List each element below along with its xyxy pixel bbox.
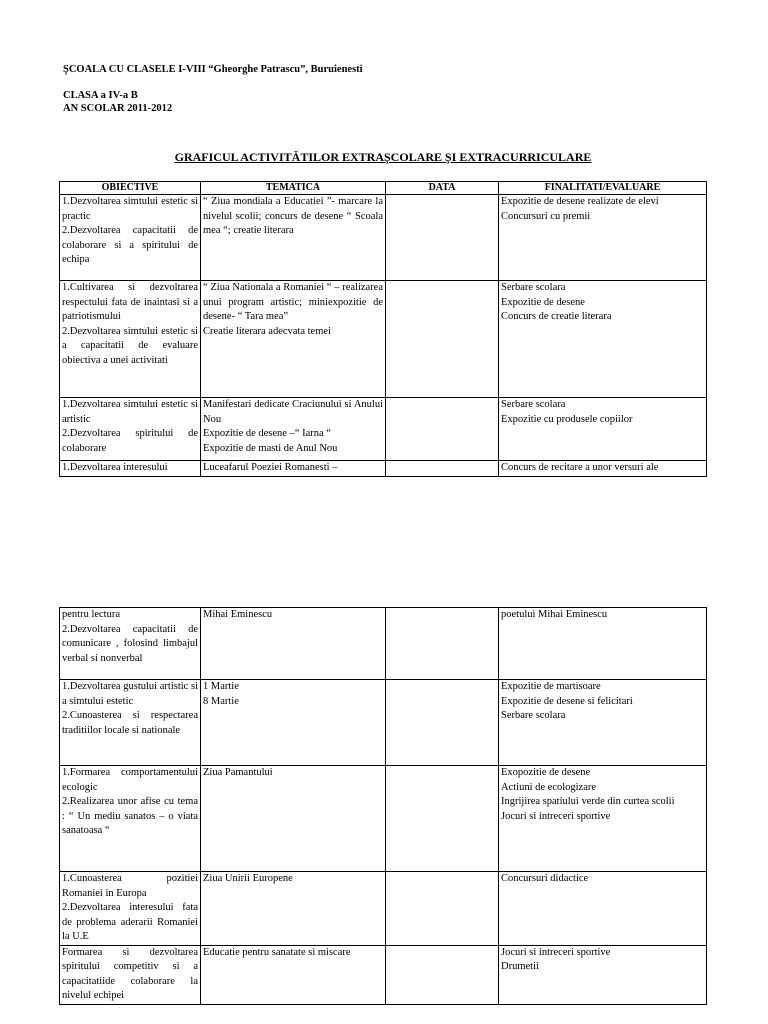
column-header-data: DATA bbox=[386, 182, 499, 195]
cell-line: 2.Dezvoltarea capacitatii de comunicare , folosind limbajul verbal si nonverbal bbox=[62, 623, 198, 664]
cell-line: 8 Martie bbox=[203, 695, 239, 707]
cell-tematica bbox=[201, 945, 386, 1004]
column-header-finalitati: FINALITATI/EVALUARE bbox=[499, 182, 707, 195]
cell-data bbox=[386, 195, 499, 281]
cell-tematica bbox=[201, 398, 386, 461]
cell-obiective bbox=[60, 398, 201, 461]
cell-data bbox=[386, 461, 499, 477]
table-row bbox=[60, 872, 707, 946]
cell-line: Creatie literara adecvata temei bbox=[203, 325, 331, 337]
document-header bbox=[63, 63, 703, 115]
cell-tematica bbox=[201, 608, 386, 680]
cell-line: poetului Mihai Eminescu bbox=[501, 609, 608, 620]
cell-obiective bbox=[60, 945, 201, 1004]
cell-finalitati bbox=[499, 680, 707, 766]
cell-obiective bbox=[60, 195, 201, 281]
cell-data bbox=[386, 398, 499, 461]
cell-finalitati bbox=[499, 608, 707, 680]
cell-line: Expozitie de martisoare bbox=[501, 681, 601, 692]
cell-line: Exopozitie de desene bbox=[501, 767, 591, 778]
cell-line: 2.Realizarea unor afise cu tema : “ Un mediu sanatos – o viata sanatoasa “ bbox=[62, 796, 198, 836]
table-body bbox=[60, 195, 707, 477]
cell-data bbox=[386, 945, 499, 1004]
cell-line: 1.Dezvoltarea gustului artistic si a simtului estetic bbox=[62, 681, 198, 707]
cell-line: 2.Dezvoltarea spiritului de colaborare bbox=[62, 428, 198, 454]
cell-data bbox=[386, 766, 499, 872]
cell-line: Ingrijirea spatiului verde din curtea scolii bbox=[501, 796, 675, 807]
cell-finalitati bbox=[499, 872, 707, 946]
cell-finalitati bbox=[499, 398, 707, 461]
cell-line: Drumetii bbox=[501, 961, 539, 972]
cell-line: Concursuri cu premii bbox=[501, 210, 591, 222]
class-name: CLASA a IV-a B bbox=[63, 90, 138, 101]
cell-line: 2.Dezvoltarea capacitatii de colaborare si a spiritului de echipa bbox=[62, 225, 198, 265]
cell-line: 1.Cultivarea si dezvoltarea respectului fata de inaintasi si a patriotismului bbox=[62, 282, 198, 322]
cell-line: Expozitie de desene –“ Iarna “ bbox=[203, 428, 331, 439]
cell-line: Serbare scolara bbox=[501, 282, 566, 293]
cell-line: pentru lectura bbox=[62, 609, 121, 620]
cell-finalitati bbox=[499, 195, 707, 281]
cell-line: Jocuri si intreceri sportive bbox=[501, 810, 611, 822]
cell-line: 2.Dezvoltarea simtului estetic si a capacitatii de evaluare obiectiva a unei activitati bbox=[62, 325, 198, 366]
cell-line: Actiuni de ecologizare bbox=[501, 781, 597, 793]
cell-line: 1.Dezvoltarea interesului bbox=[62, 462, 168, 473]
cell-obiective bbox=[60, 766, 201, 872]
cell-data bbox=[386, 680, 499, 766]
cell-tematica bbox=[201, 872, 386, 946]
cell-obiective bbox=[60, 680, 201, 766]
cell-line: Educatie pentru sanatate si miscare bbox=[203, 946, 351, 958]
cell-line: “ Ziua Nationala a Romaniei “ – realizarea unui program artistic; miniexpozitie de desene- “ Tara mea” bbox=[203, 282, 383, 322]
school-year: AN SCOLAR 2011-2012 bbox=[63, 103, 173, 114]
table-row bbox=[60, 398, 707, 461]
cell-tematica bbox=[201, 195, 386, 281]
cell-obiective bbox=[60, 608, 201, 680]
cell-finalitati bbox=[499, 461, 707, 477]
cell-line: Manifestari dedicate Craciunului si Anului Nou bbox=[203, 399, 383, 425]
cell-obiective bbox=[60, 281, 201, 398]
cell-line: Mihai Eminescu bbox=[203, 609, 273, 620]
cell-data bbox=[386, 608, 499, 680]
cell-line: Concursuri didactice bbox=[501, 873, 589, 884]
activities-table-part-1 bbox=[59, 181, 707, 477]
cell-line: 1.Dezvoltarea simtului estetic si artistic bbox=[62, 399, 198, 425]
cell-tematica bbox=[201, 281, 386, 398]
cell-line: Expozitie de desene si felicitari bbox=[501, 695, 633, 707]
cell-line: 1 Martie bbox=[203, 681, 239, 692]
table-row bbox=[60, 766, 707, 872]
cell-tematica bbox=[201, 680, 386, 766]
cell-line: Serbare scolara bbox=[501, 399, 566, 410]
cell-line: Formarea si dezvoltarea spiritului competitiv si a capacitatiide colaborare la nivelul echipei bbox=[62, 946, 198, 1001]
cell-line: 1.Dezvoltarea simtului estetic si practic bbox=[62, 196, 198, 222]
cell-line: Expozitie cu produsele copiilor bbox=[501, 413, 633, 425]
cell-line: Luceafarul Poeziei Romanesti – bbox=[203, 462, 338, 473]
table-row bbox=[60, 945, 707, 1004]
table-row bbox=[60, 461, 707, 477]
column-header-tematica: TEMATICA bbox=[201, 182, 386, 195]
table-row bbox=[60, 195, 707, 281]
cell-tematica bbox=[201, 766, 386, 872]
table-row bbox=[60, 281, 707, 398]
cell-data bbox=[386, 872, 499, 946]
cell-line: Expozitie de desene bbox=[501, 296, 585, 308]
cell-line: Concurs de recitare a unor versuri ale bbox=[501, 462, 659, 473]
column-header-obiective: OBIECTIVE bbox=[60, 182, 201, 195]
activities-table-part-2 bbox=[59, 607, 707, 1005]
cell-line: Concurs de creatie literara bbox=[501, 311, 612, 322]
document-title: GRAFICUL ACTIVITĂTILOR EXTRAȘCOLARE ȘI EXTRACURRICULARE bbox=[174, 150, 592, 164]
cell-line: 1.Cunoasterea pozitiei Romaniei in Europa bbox=[62, 873, 198, 899]
cell-line: Expozitie de masti de Anul Nou bbox=[203, 442, 338, 454]
cell-line: Jocuri si intreceri sportive bbox=[501, 946, 611, 958]
cell-line: 2.Dezvoltarea interesului fata de problema aderarii Romaniei la U.E bbox=[62, 902, 198, 942]
school-name: ŞCOALA CU CLASELE I-VIII “Gheorghe Patrascu”, Buruienesti bbox=[63, 64, 363, 75]
table-row bbox=[60, 680, 707, 766]
table-row bbox=[60, 608, 707, 680]
cell-finalitati bbox=[499, 766, 707, 872]
cell-line: Expozitie de desene realizate de elevi bbox=[501, 196, 659, 207]
cell-line: Ziua Pamantului bbox=[203, 767, 273, 778]
cell-line: 1.Formarea comportamentului ecologic bbox=[62, 767, 198, 793]
cell-obiective bbox=[60, 872, 201, 946]
cell-line: Ziua Unirii Europene bbox=[203, 873, 293, 884]
table-body bbox=[60, 608, 707, 1005]
cell-line: “ Ziua mondiala a Educatiei ”- marcare la nivelul scolii; concurs de desene “ Scoala mea “; creatie literara bbox=[203, 196, 383, 236]
cell-line: Serbare scolara bbox=[501, 710, 566, 721]
cell-finalitati bbox=[499, 281, 707, 398]
cell-data bbox=[386, 281, 499, 398]
cell-tematica bbox=[201, 461, 386, 477]
cell-obiective bbox=[60, 461, 201, 477]
cell-finalitati bbox=[499, 945, 707, 1004]
cell-line: 2.Cunoasterea si respectarea traditiilor locale si nationale bbox=[62, 710, 198, 736]
